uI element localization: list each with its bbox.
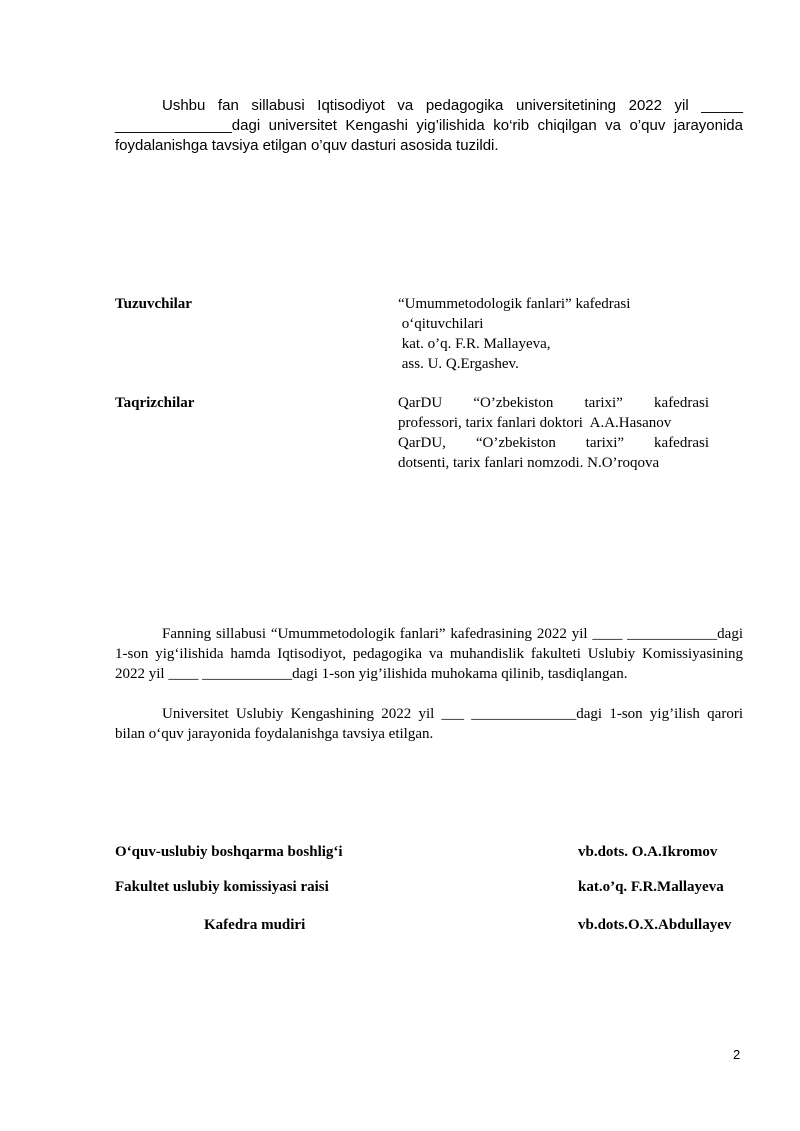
signature-title: O‘quv-uslubiy boshqarma boshlig‘i	[115, 844, 343, 860]
signature-title: Kafedra mudiri	[204, 917, 306, 933]
reviewers-line: QarDU, “O’zbekiston tarixi” kafedrasi	[398, 435, 709, 451]
signature-name: vb.dots. O.A.Ikromov	[578, 844, 718, 860]
signature-row	[115, 915, 743, 935]
reviewers-line: dotsenti, tarix fanlari nomzodi. N.O’roqova	[398, 455, 660, 471]
authors-line: ass. U. Q.Ergashev.	[398, 356, 519, 372]
signature-row	[115, 842, 743, 862]
page-number: 2	[733, 1047, 741, 1062]
approval-paragraph-2: Universitet Uslubiy Kengashining 2022 yil ___ ______________dagi 1-son yig’ilish qarori bilan o‘quv jarayonida foydalanishga tavsiya etilgan.	[115, 706, 743, 742]
reviewers-block	[398, 393, 709, 473]
authors-line: “Umummetodologik fanlari” kafedrasi	[398, 296, 631, 312]
signature-title: Fakultet uslubiy komissiyasi raisi	[115, 879, 329, 895]
signature-name: kat.o’q. F.R.Mallayeva	[578, 879, 724, 895]
approval-paragraph-1: Fanning sillabusi “Umummetodologik fanlari” kafedrasining 2022 yil ____ ____________dagi 1-son yig‘ilishida hamda Iqtisodiyot, pedagogika va muhandislik fakulteti Uslubiy Komissiyasining 2022 yil ____ ____________dagi 1-son yig’ilishida muhokama qilinib, tasdiqlangan.	[115, 626, 743, 682]
reviewers-label: Taqrizchilar	[115, 395, 195, 411]
authors-block	[398, 294, 709, 374]
intro-paragraph: Ushbu fan sillabusi Iqtisodiyot va pedagogika universitetining 2022 yil _____ ______________dagi universitet Kengashi yig’ilishida ko‘rib chiqilgan va o’quv jarayonida foydalanishga tavsiya etilgan o’quv dasturi asosida tuzildi.	[115, 97, 743, 154]
signature-name: vb.dots.O.X.Abdullayev	[578, 917, 732, 933]
authors-line: o‘qituvchilari	[398, 316, 484, 332]
reviewers-line: professori, tarix fanlari doktori A.A.Hasanov	[398, 415, 672, 431]
reviewers-line: QarDU “O’zbekiston tarixi” kafedrasi	[398, 395, 709, 411]
signature-row	[115, 877, 743, 897]
authors-label: Tuzuvchilar	[115, 296, 192, 312]
authors-line: kat. o’q. F.R. Mallayeva,	[398, 336, 551, 352]
